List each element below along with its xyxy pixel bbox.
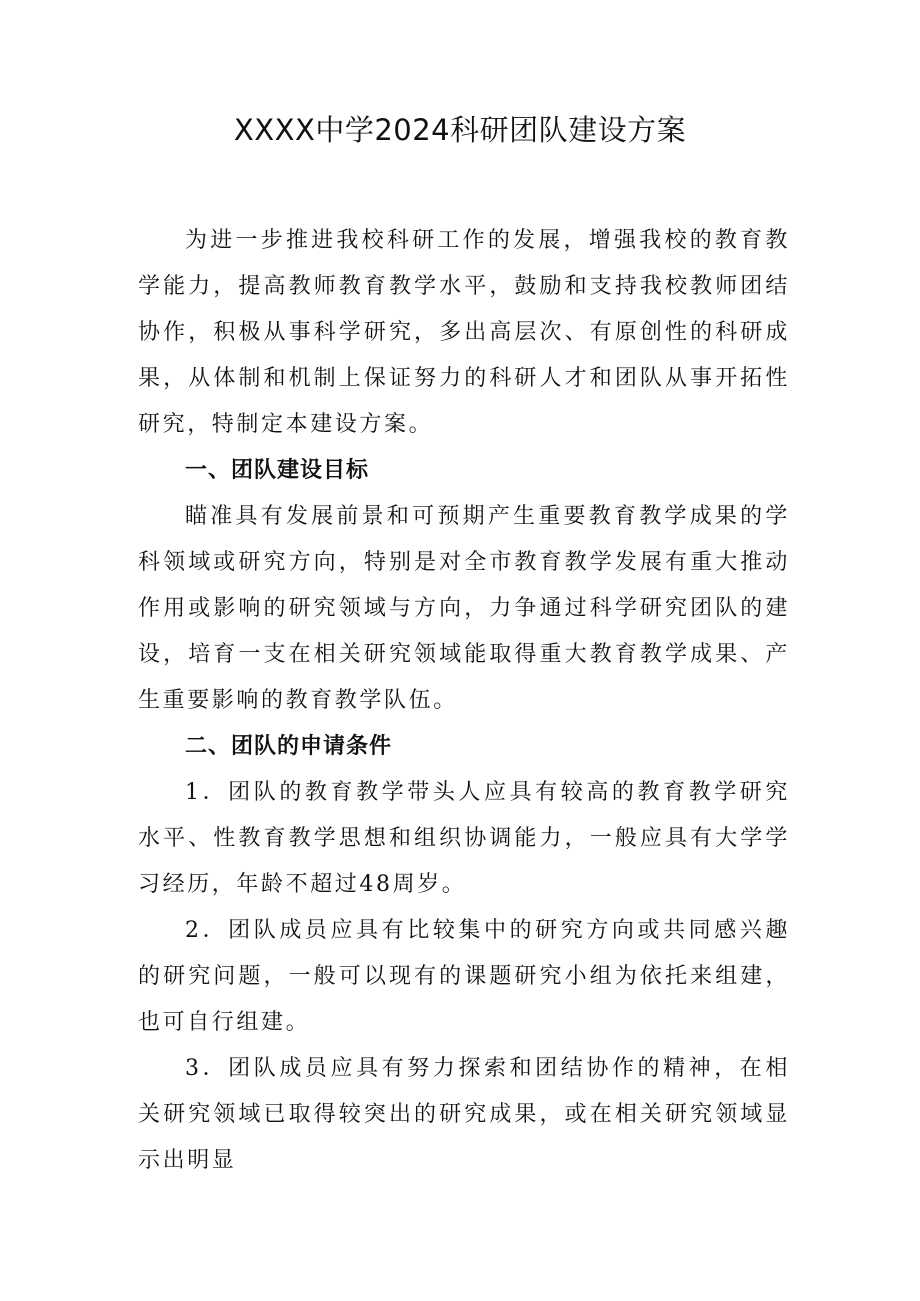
condition-item-2: 2．团队成员应具有比较集中的研究方向或共同感兴趣的研究问题，一般可以现有的课题研究小组为依托来组建，也可自行组建。 — [138, 918, 790, 1035]
section-heading-goals: 一、团队建设目标 — [185, 458, 370, 483]
condition-item-1: 1．团队的教育教学带头人应具有较高的教育教学研究水平、性教育教学思想和组织协调能力，一般应具有大学学习经历，年龄不超过48周岁。 — [138, 780, 790, 897]
intro-paragraph: 为进一步推进我校科研工作的发展，增强我校的教育教学能力，提高教师教育教学水平，鼓励和支持我校教师团结协作，积极从事科学研究，多出高层次、有原创性的科研成果，从体制和机制上保证努力的科研人才和团队从事开拓性研究，特制定本建设方案。 — [138, 228, 790, 437]
section-heading-conditions: 二、团队的申请条件 — [185, 734, 393, 759]
goals-paragraph: 瞄准具有发展前景和可预期产生重要教育教学成果的学科领域或研究方向，特别是对全市教育教学发展有重大推动作用或影响的研究领域与方向，力争通过科学研究团队的建设，培育一支在相关研究领域能取得重大教育教学成果、产生重要影响的教育教学队伍。 — [138, 504, 790, 713]
document-title: XXXX中学2024科研团队建设方案 — [233, 113, 687, 147]
condition-item-3: 3．团队成员应具有努力探索和团结协作的精神，在相关研究领域已取得较突出的研究成果，或在相关研究领域显示出明显 — [138, 1056, 790, 1173]
document-body — [138, 218, 790, 1184]
